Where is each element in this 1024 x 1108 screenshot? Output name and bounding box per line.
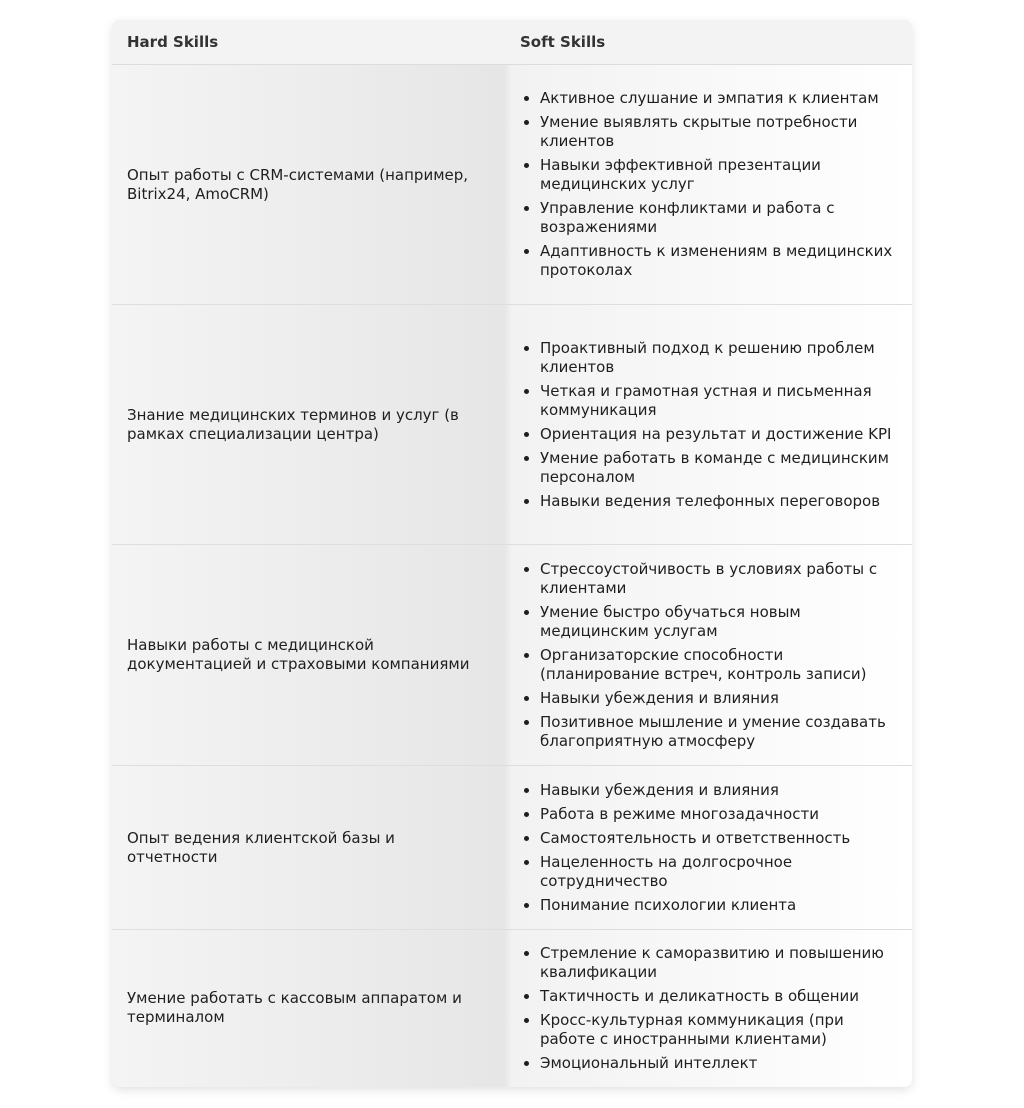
list-item: • Навыки убеждения и влияния bbox=[540, 689, 900, 708]
list-item: • Организаторские способности (планирование встреч, контроль записи) bbox=[540, 646, 900, 684]
hard-skill-cell: Умение работать с кассовым аппаратом и терминалом bbox=[127, 989, 462, 1027]
header-hard-skills: Hard Skills bbox=[112, 20, 505, 65]
soft-skills-cell bbox=[505, 65, 912, 305]
soft-skills-list bbox=[520, 339, 900, 511]
table-row bbox=[112, 930, 912, 1087]
list-item: • Адаптивность к изменениям в медицинских протоколах bbox=[540, 242, 900, 280]
soft-skills-cell bbox=[505, 766, 912, 930]
list-item: • Стремление к саморазвитию и повышению квалификации bbox=[540, 944, 900, 982]
table-row bbox=[112, 65, 912, 305]
list-item: • Проактивный подход к решению проблем клиентов bbox=[540, 339, 900, 377]
list-item: • Стрессоустойчивость в условиях работы с клиентами bbox=[540, 560, 900, 598]
soft-skills-cell bbox=[505, 305, 912, 545]
list-item: • Тактичность и деликатность в общении bbox=[540, 987, 900, 1006]
table-row bbox=[112, 766, 912, 930]
list-item: • Умение быстро обучаться новым медицинским услугам bbox=[540, 603, 900, 641]
soft-skills-cell bbox=[505, 545, 912, 766]
soft-skills-list bbox=[520, 560, 900, 751]
list-item: • Позитивное мышление и умение создавать благоприятную атмосферу bbox=[540, 713, 900, 751]
skills-table bbox=[112, 20, 912, 1087]
list-item: • Работа в режиме многозадачности bbox=[540, 805, 900, 824]
list-item: • Ориентация на результат и достижение KPI bbox=[540, 425, 900, 444]
list-item: • Умение работать в команде с медицинским персоналом bbox=[540, 449, 900, 487]
list-item: • Навыки ведения телефонных переговоров bbox=[540, 492, 900, 511]
hard-skill-cell: Опыт ведения клиентской базы и отчетности bbox=[112, 766, 505, 930]
list-item: • Умение выявлять скрытые потребности клиентов bbox=[540, 113, 900, 151]
skills-table-card bbox=[112, 20, 912, 1087]
list-item: • Управление конфликтами и работа с возражениями bbox=[540, 199, 900, 237]
soft-skills-list bbox=[520, 781, 900, 915]
list-item: • Навыки эффективной презентации медицинских услуг bbox=[540, 156, 900, 194]
hard-skill-cell: Знание медицинских терминов и услуг (в рамках специализации центра) bbox=[112, 305, 505, 545]
list-item: • Четкая и грамотная устная и письменная коммуникация bbox=[540, 382, 900, 420]
hard-skill-cell: Навыки работы с медицинской документацией и страховыми компаниями bbox=[112, 545, 505, 766]
table-header-row bbox=[112, 20, 912, 65]
list-item: • Навыки убеждения и влияния bbox=[540, 781, 900, 800]
soft-skills-list bbox=[520, 944, 900, 1073]
table-row bbox=[112, 545, 912, 766]
list-item: • Кросс-культурная коммуникация (при работе с иностранными клиентами) bbox=[540, 1011, 900, 1049]
table-row bbox=[112, 305, 912, 545]
list-item: • Эмоциональный интеллект bbox=[540, 1054, 900, 1073]
list-item: • Самостоятельность и ответственность bbox=[540, 829, 900, 848]
soft-skills-list bbox=[520, 89, 900, 280]
header-soft-skills: Soft Skills bbox=[505, 20, 912, 65]
hard-skill-cell: Опыт работы с CRM-системами (например, Bitrix24, AmoCRM) bbox=[112, 65, 505, 305]
list-item: • Нацеленность на долгосрочное сотрудничество bbox=[540, 853, 900, 891]
soft-skills-cell bbox=[505, 930, 912, 1087]
list-item: • Активное слушание и эмпатия к клиентам bbox=[540, 89, 900, 108]
list-item: • Понимание психологии клиента bbox=[540, 896, 900, 915]
